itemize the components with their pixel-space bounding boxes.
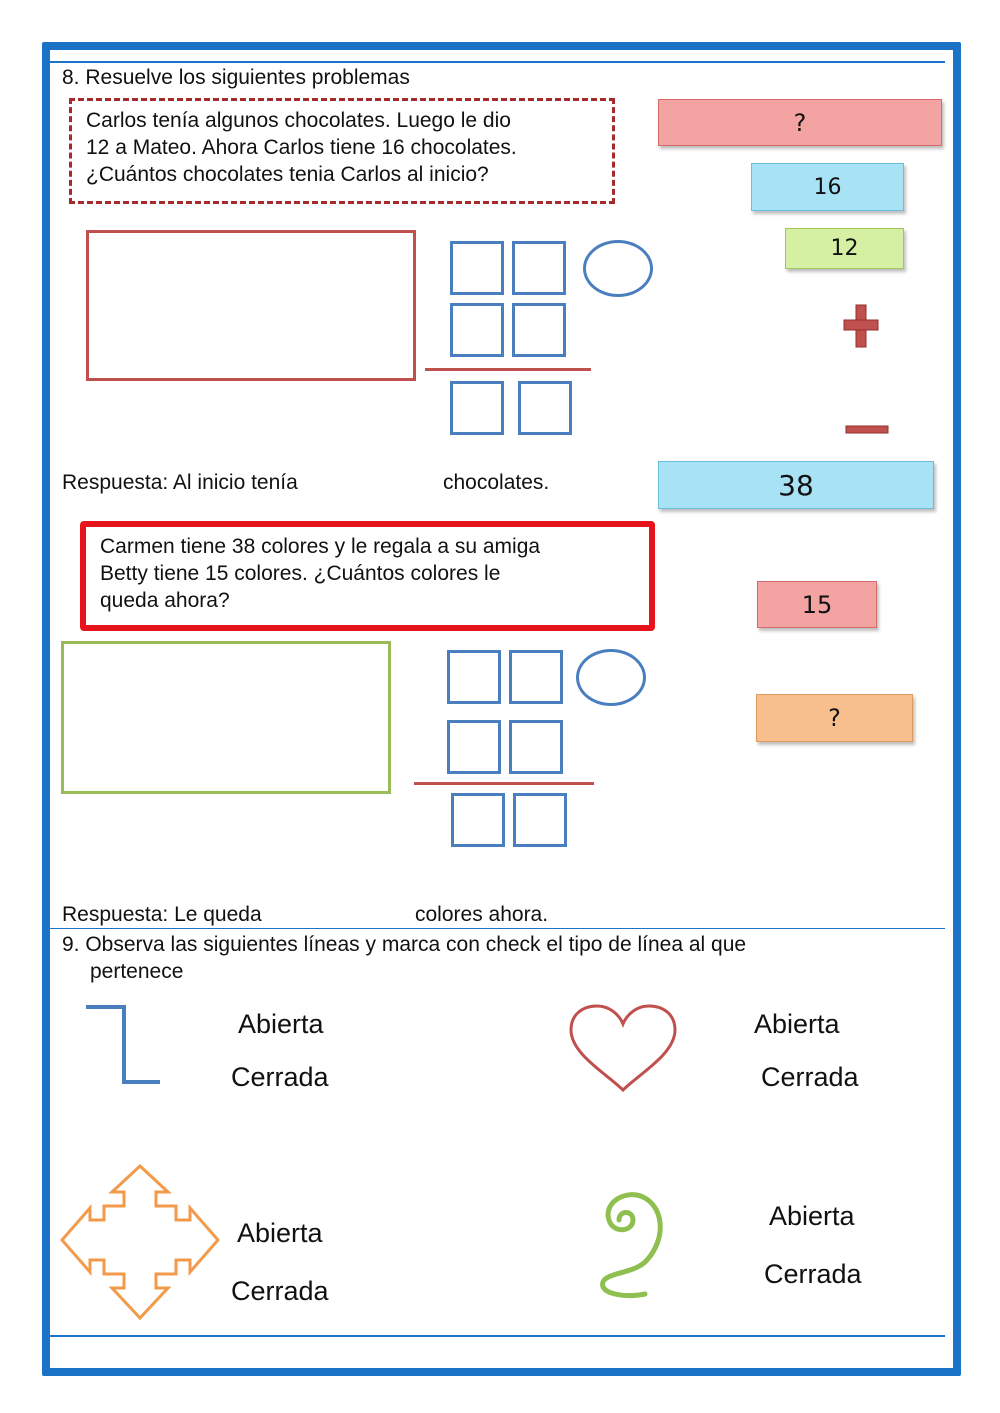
- problem1-tens-result[interactable]: [450, 381, 504, 435]
- problem2-units-middle[interactable]: [509, 720, 563, 774]
- plus-icon: [843, 303, 879, 349]
- problem1-tens-top[interactable]: [450, 241, 504, 295]
- heart-icon: [565, 1002, 681, 1096]
- problem1-sum-line: [425, 368, 591, 371]
- problem2-tens-top[interactable]: [447, 650, 501, 704]
- shape3-option-closed[interactable]: Cerrada: [231, 1276, 329, 1306]
- problem2-operator-oval[interactable]: [576, 649, 646, 706]
- top-rule: [50, 61, 945, 63]
- problem2-units-result[interactable]: [513, 793, 567, 847]
- problem2-units-top[interactable]: [509, 650, 563, 704]
- tile-15[interactable]: 15: [757, 581, 877, 628]
- closed-cross-arrow-icon: [58, 1162, 222, 1322]
- problem2-line-1: Carmen tiene 38 colores y le regala a su amiga: [100, 535, 541, 558]
- tile-minus[interactable]: [845, 423, 889, 435]
- shape4-option-closed[interactable]: Cerrada: [764, 1259, 862, 1289]
- shape4-option-open[interactable]: Abierta: [769, 1201, 855, 1231]
- tile-question-1[interactable]: ?: [658, 99, 942, 146]
- shape1-option-closed[interactable]: Cerrada: [231, 1062, 329, 1092]
- section-divider: [50, 928, 945, 929]
- problem2-box: [80, 521, 655, 631]
- problem1-answer-suffix: chocolates.: [443, 471, 550, 494]
- tile-plus[interactable]: [843, 303, 879, 349]
- problem2-tens-result[interactable]: [451, 793, 505, 847]
- tile-16[interactable]: 16: [751, 163, 904, 211]
- minus-icon: [845, 424, 889, 436]
- q9-title-line-2: pertenece: [90, 960, 184, 983]
- open-spiral-icon: [575, 1180, 675, 1305]
- bottom-rule: [50, 1335, 945, 1337]
- problem2-line-2: Betty tiene 15 colores. ¿Cuántos colores le: [100, 562, 501, 585]
- problem2-line-3: queda ahora?: [100, 589, 230, 612]
- open-step-line-icon: [80, 1000, 170, 1090]
- problem1-drawing-area[interactable]: [86, 230, 416, 381]
- shape1-option-open[interactable]: Abierta: [238, 1009, 324, 1039]
- problem1-box: [69, 98, 615, 204]
- q9-title-line-1: 9. Observa las siguientes líneas y marca con check el tipo de línea al que: [62, 933, 747, 956]
- tile-38[interactable]: 38: [658, 461, 934, 509]
- problem2-drawing-area[interactable]: [61, 641, 391, 794]
- shape3-option-open[interactable]: Abierta: [237, 1218, 323, 1248]
- problem2-tens-middle[interactable]: [447, 720, 501, 774]
- problem2-sum-line: [414, 782, 594, 785]
- problem1-line-2: 12 a Mateo. Ahora Carlos tiene 16 chocolates.: [86, 136, 517, 159]
- shape2-option-open[interactable]: Abierta: [754, 1009, 840, 1039]
- problem1-units-middle[interactable]: [512, 303, 566, 357]
- problem1-units-result[interactable]: [518, 381, 572, 435]
- problem1-answer-prefix: Respuesta: Al inicio tenía: [62, 471, 298, 494]
- problem1-tens-middle[interactable]: [450, 303, 504, 357]
- tile-question-2[interactable]: ?: [756, 694, 913, 742]
- problem1-units-top[interactable]: [512, 241, 566, 295]
- problem1-line-3: ¿Cuántos chocolates tenia Carlos al inicio?: [86, 163, 489, 186]
- problem2-answer-prefix: Respuesta: Le queda: [62, 903, 262, 926]
- tile-12[interactable]: 12: [785, 228, 904, 269]
- q8-title: 8. Resuelve los siguientes problemas: [62, 66, 410, 89]
- problem1-operator-oval[interactable]: [583, 240, 653, 297]
- problem1-line-1: Carlos tenía algunos chocolates. Luego le dio: [86, 109, 511, 132]
- problem2-answer-suffix: colores ahora.: [415, 903, 549, 926]
- shape2-option-closed[interactable]: Cerrada: [761, 1062, 859, 1092]
